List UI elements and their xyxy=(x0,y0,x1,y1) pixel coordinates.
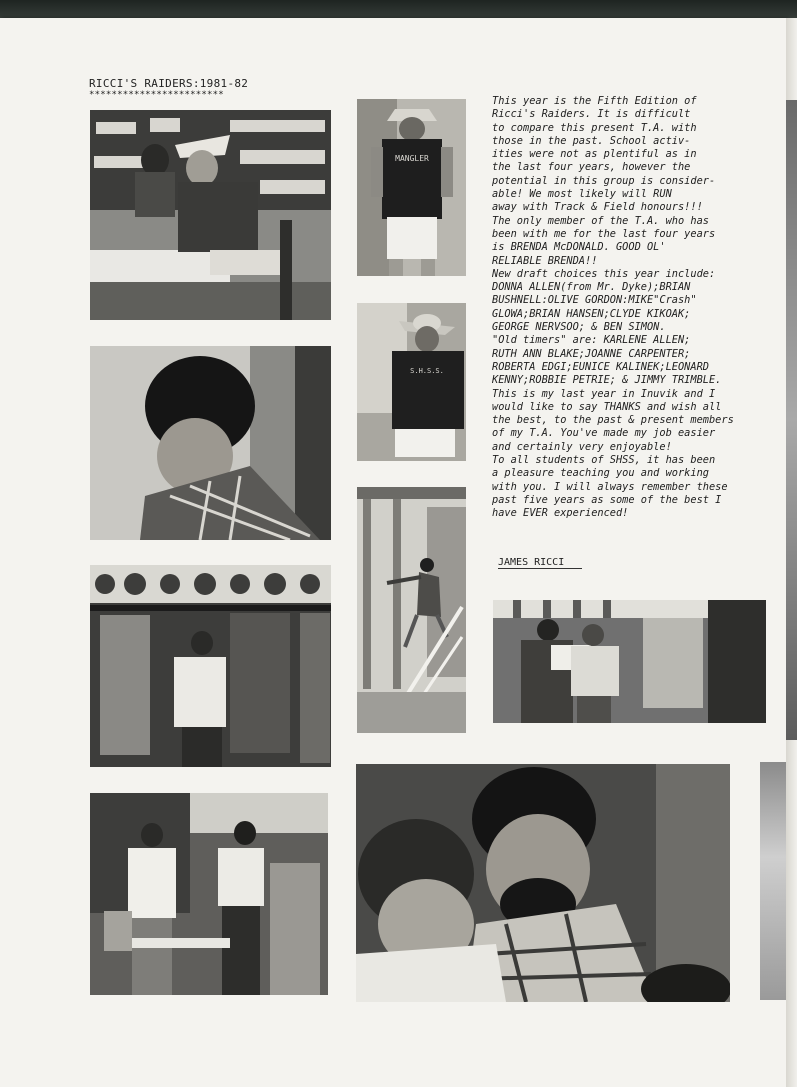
photo-gym-railing xyxy=(357,487,466,733)
body-text: This year is the Fifth Edition of Ricci's Raiders. It is difficult to compare this present T.A. with those in the past. School activ- ities were not as plentiful as in the last four years, however the potential in this group is consider- able! We most likely will RUN away with Track & Field honours!!! The only member of the T.A. who has been with me for the last four years is BRENDA McDONALD. GOOD OL' RELIABLE BRENDA!! New draft choices this year include: DONNA ALLEN(from Mr. Dyke);BRIAN BUSHNELL:OLIVE GORDON:MIKE"Crash" GLOWA;BRIAN HANSEN;CLYDE KIKOAK; GEORGE NERVSOO; & BEN SIMON. "Old timers" are: KARLENE ALLEN; RUTH ANN BLAKE;JOANNE CARPENTER; ROBERTA EDGI;EUNICE KALINEK;LEONARD KENNY;ROBBIE PETRIE; & JIMMY TRIMBLE. This is my last year in Inuvik and I would like to say THANKS and wish all the best, to the past & present members of my T.A. You've made my job easier and certainly very enjoyable! To all students of SHSS, it has been a pleasure teaching you and working with you. I will always remember these past five years as some of the best I have EVER experienced! xyxy=(492,95,734,520)
photo-library-students xyxy=(90,110,331,320)
signature: JAMES RICCI xyxy=(498,557,582,569)
photo-two-men-display xyxy=(493,600,766,723)
photo-classroom-group xyxy=(90,793,328,995)
title-underline-stars: ************************ xyxy=(89,90,224,100)
adjacent-page-photo xyxy=(786,100,797,740)
photo-bearded-man-student xyxy=(356,764,730,1002)
mangler-shirt-text: MANGLER xyxy=(395,154,429,163)
photo-mangler-shirt xyxy=(357,99,466,276)
page-title: RICCI'S RAIDERS:1981-82 xyxy=(89,77,249,90)
adjacent-page-photo-bottom xyxy=(760,762,786,1000)
photo-profile-closeup xyxy=(90,346,331,540)
cowboy-shirt-text: S.H.S.S. xyxy=(410,367,444,375)
photo-hallway-doors xyxy=(90,565,331,767)
photo-cowboy-hat xyxy=(357,303,466,461)
